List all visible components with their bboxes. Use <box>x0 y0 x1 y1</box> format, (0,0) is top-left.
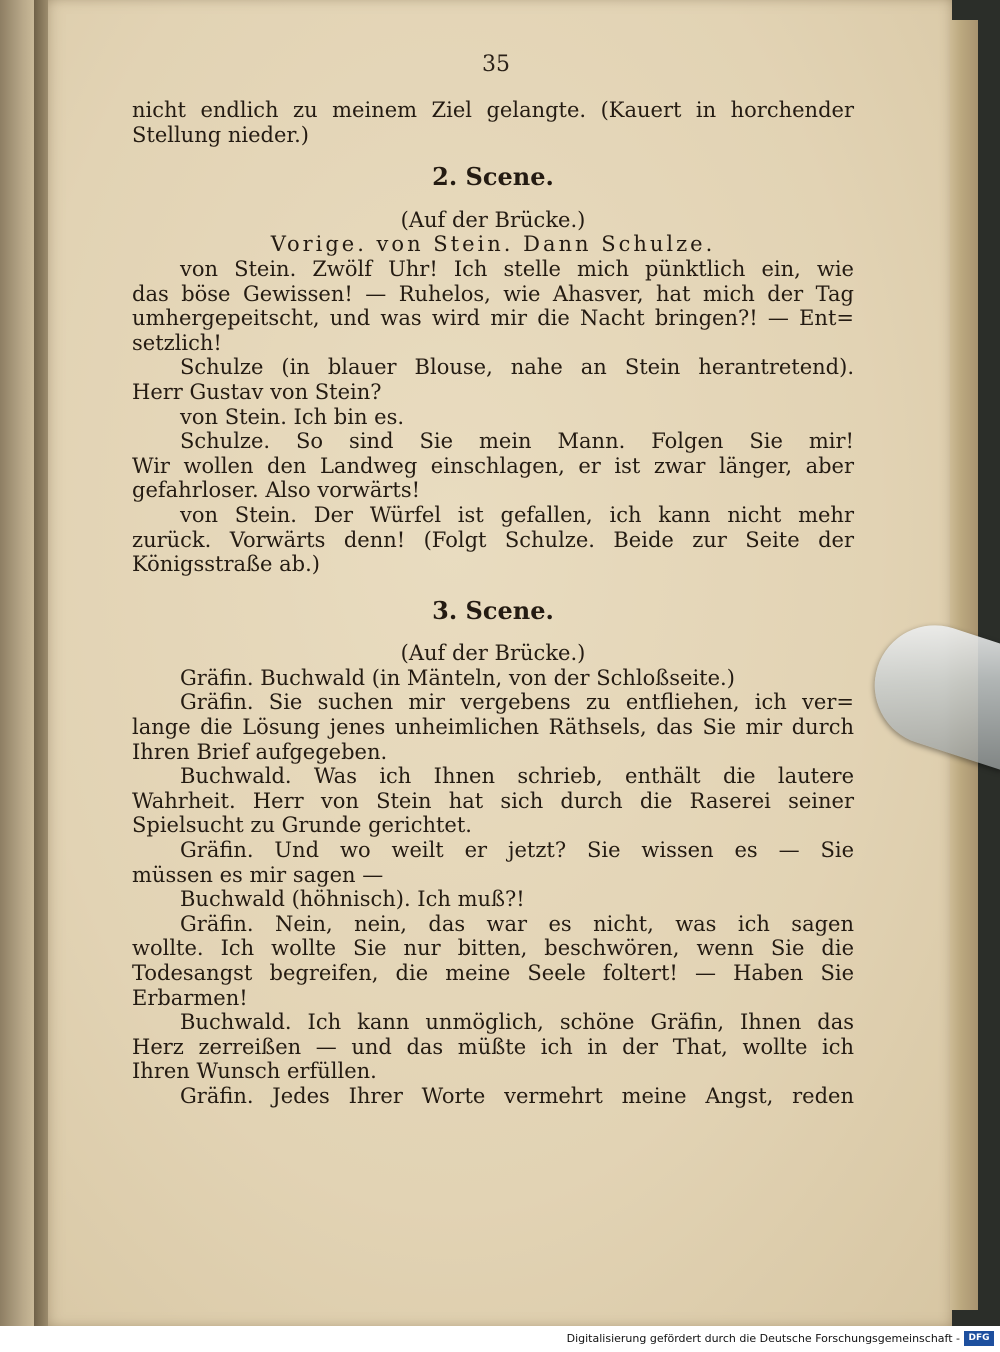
book-page <box>40 0 952 1326</box>
text-line: Erbarmen! <box>132 985 248 1010</box>
scene-heading: 3. Scene. <box>432 595 554 625</box>
text-line: von Stein. Zwölf Uhr! Ich stelle mich pünktlich ein, wie <box>180 256 854 281</box>
text-line: Todesangst begreifen, die meine Seele foltert! — Haben Sie <box>132 961 854 985</box>
stage-direction: (Auf der Brücke.) <box>400 207 586 232</box>
text-line: Stellung nieder.) <box>132 122 309 147</box>
text-line: Herz zerreißen — und das müßte ich in der That, wollte ich <box>132 1034 854 1059</box>
dfg-logo: DFG <box>964 1331 994 1346</box>
page-text <box>132 98 854 1109</box>
text-line: gefahrloser. Also vorwärts! <box>132 478 421 503</box>
text-line: nicht endlich zu meinem Ziel gelangte. (Kauert in horchender <box>132 98 854 122</box>
text-line: Schulze. So sind Sie mein Mann. Folgen Sie mir! <box>180 429 854 454</box>
text-line: Wahrheit. Herr von Stein hat sich durch die Raserei seiner <box>132 788 854 813</box>
text-line: müssen es mir sagen — <box>132 862 384 887</box>
text-line: Ihren Wunsch erfüllen. <box>132 1059 377 1084</box>
character-list: Gräfin. Buchwald (in Mänteln, von der Schloßseite.) <box>180 665 735 690</box>
text-line: Schulze (in blauer Blouse, nahe an Stein herantretend). <box>180 355 854 380</box>
text-line: Gräfin. Nein, nein, das war es nicht, was ich sagen <box>180 911 854 936</box>
text-line: Gräfin. Sie suchen mir vergebens zu entfliehen, ich ver= <box>180 690 854 715</box>
text-line: von Stein. Der Würfel ist gefallen, ich kann nicht mehr <box>180 502 854 527</box>
text-line: Herr Gustav von Stein? <box>132 379 382 404</box>
text-line: Königsstraße ab.) <box>132 552 320 577</box>
scene-heading: 2. Scene. <box>432 162 554 192</box>
text-line: Wir wollen den Landweg einschlagen, er ist zwar länger, aber <box>132 453 854 478</box>
text-line: setzlich! <box>132 330 222 355</box>
text-line: von Stein. Ich bin es. <box>180 404 405 429</box>
character-list: Vorige. von Stein. Dann Schulze. <box>270 232 716 257</box>
text-line: Spielsucht zu Grunde gerichtet. <box>132 813 472 838</box>
page-number: 35 <box>482 52 510 77</box>
text-line: lange die Lösung jenes unheimlichen Räthsels, das Sie mir durch <box>132 715 854 740</box>
book-gutter <box>34 0 48 1326</box>
text-line: das böse Gewissen! — Ruhelos, wie Ahasver, hat mich der Tag <box>132 281 854 306</box>
text-line: umhergepeitscht, und was wird mir die Nacht bringen?! — Ent= <box>132 306 854 331</box>
text-line: Gräfin. Jedes Ihrer Worte vermehrt meine Angst, reden <box>180 1083 854 1108</box>
text-line: Gräfin. Und wo weilt er jetzt? Sie wissen es — Sie <box>180 838 854 863</box>
text-line: Buchwald. Ich kann unmöglich, schöne Gräfin, Ihnen das <box>180 1010 854 1035</box>
stage-direction: (Auf der Brücke.) <box>400 641 586 666</box>
text-line: Buchwald. Was ich Ihnen schrieb, enthält die lautere <box>180 764 854 789</box>
digitization-footer <box>0 1326 1000 1352</box>
text-line: Ihren Brief aufgegeben. <box>132 739 388 764</box>
text-line: zurück. Vorwärts denn! (Folgt Schulze. Beide zur Seite der <box>132 527 854 552</box>
text-line: wollte. Ich wollte Sie nur bitten, beschwören, wenn Sie die <box>132 936 854 961</box>
text-line: Buchwald (höhnisch). Ich muß?! <box>180 887 525 912</box>
funding-note: Digitalisierung gefördert durch die Deutsche Forschungsgemeinschaft - <box>566 1332 960 1345</box>
